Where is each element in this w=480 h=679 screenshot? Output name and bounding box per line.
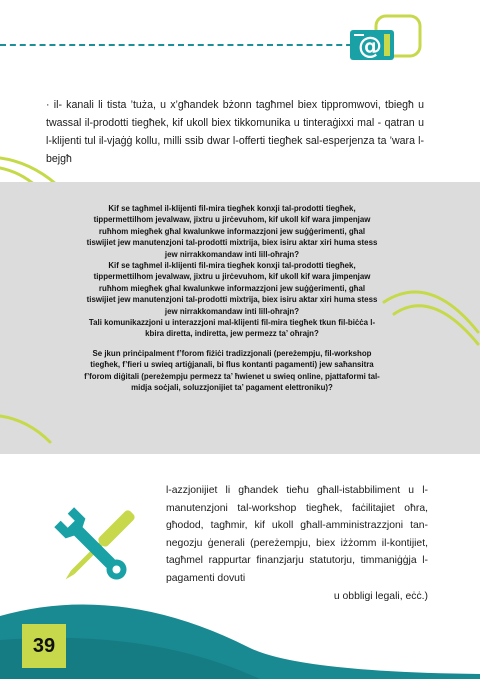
header-dashed-line [0,44,362,46]
actions-paragraph [166,482,428,605]
svg-text:@: @ [358,32,382,60]
question-block-2: Kif se tagħmel il-klijenti fil-mira tiegħek konxji tal-prodotti tiegħek, tippermettilhom jevalwaw, jixtru u jirċevuhom, kif ukoll kif wara jimpenjaw ruħhom miegħek għal kwalunkwe informazzjoni jew suġġerimenti, għal tiswijiet jew manutenzjoni tal-prodotti mixtrija, biex isiru aktar xiri huma stess jew nirrakkomandaw inti lill-oħrajn? [86,261,378,316]
page-number: 39 [22,624,66,668]
question-block-4: Se jkun prinċipalment f’forom fiżiċi tradizzjonali (pereżempju, fil-workshop tiegħek, f’fieri u swieq artiġjanali, bi flus kontanti pagamenti) jew saħansitra f’forom diġitali (pereżempju permezz ta’ ħwienet u swieq online, pjattaformi tal-midja soċjali, soluzzjonijiet ta’ pagament elettroniku)? [84,348,380,393]
intro-paragraph: · il- kanali li tista ’tuża, u x’għandek bżonn tagħmel biex tippromwovi, tbiegħ u twassal il-prodotti tiegħek, kif ukoll biex tikkomunika u tinteraġixxi mal - qatran u l-klijenti tul il-vjaġġ kollu, milli ssib dwar l-offerti tiegħek sal-esperjenza ta ’wara l-bejgħ [46,99,424,165]
decor-swoosh-bottom-left [0,410,60,450]
question-block-3: Tali komunikazzjoni u interazzjoni mal-klijenti fil-mira tiegħek tkun fil-biċċa l-kbira diretta, indiretta, jew permezz ta’ oħrajn? [88,318,376,339]
questions-text [84,203,380,394]
actions-paragraph-end: u obbligi legali, eċċ.) [333,590,428,602]
footer-wave [0,588,480,679]
email-at-icon [348,12,424,68]
wrench-screwdriver-icon [46,504,146,594]
question-block-1: Kif se tagħmel il-klijenti fil-mira tiegħek konxji tal-prodotti tiegħek, tippermettilhom jevalwaw, jixtru u jirċevuhom, kif ukoll kif wara jimpenjaw ruħhom miegħek għal kwalunkwe informazzjoni jew suġġerimenti, għal tiswijiet jew manutenzjoni tal-prodotti mixtrija, biex isiru aktar xiri huma stess jew nirrakkomandaw inti lill-oħrajn? [86,204,378,259]
actions-paragraph-main: l-azzjonijiet li għandek tieħu għall-istabbiliment u l-manutenzjoni tal-workshop tiegħek, faċilitajiet oħra, għodod, tagħmir, kif ukoll għall-amministrazzjoni tan-negozju ġenerali (pereżempju, biex iżżomm il-kontijiet, tagħmel rappurtar finanzjarju statutorju, timmaniġġja l-pagamenti dovuti [166,485,428,584]
decor-swoosh-right [380,278,480,348]
